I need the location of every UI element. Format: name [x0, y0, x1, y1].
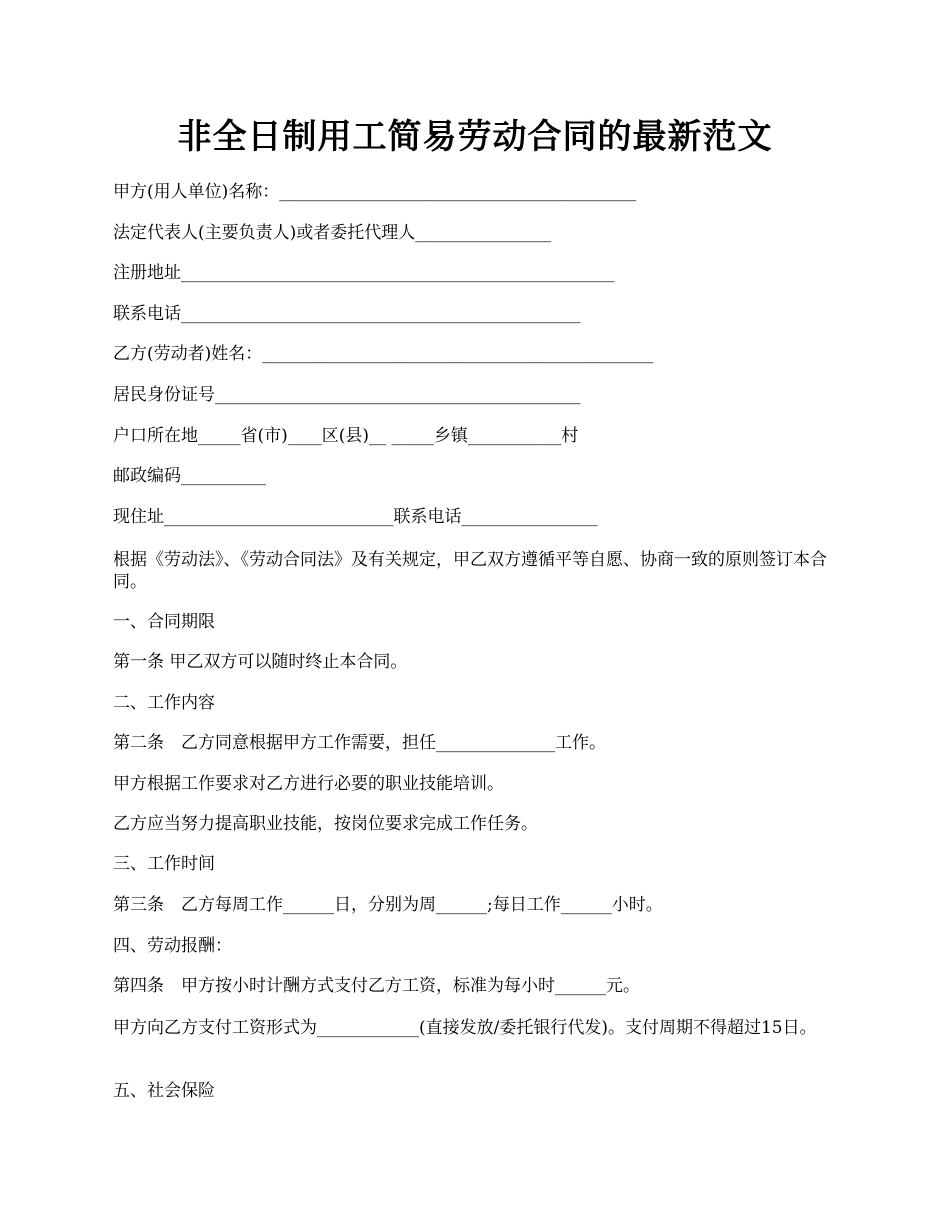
- wage-payment-paragraph: 甲方向乙方支付工资形式为____________(直接发放/委托银行代发)。支付周期不得超过15日。: [113, 1018, 817, 1038]
- article-2-paragraph: 第二条 乙方同意根据甲方工作需要，担任______________工作。: [113, 733, 606, 753]
- section-1-heading: 一、合同期限: [113, 612, 215, 632]
- party-b-name-line: 乙方(劳动者)姓名：______________________________________________: [113, 344, 654, 364]
- document-title: 非全日制用工简易劳动合同的最新范文: [177, 117, 773, 157]
- current-address-line: 现住址___________________________联系电话________________: [113, 507, 598, 527]
- preamble-paragraph: 根据《劳动法》、《劳动合同法》及有关规定，甲乙双方遵循平等自愿、协商一致的原则签订本合同。: [113, 550, 827, 592]
- article-3-paragraph: 第三条 乙方每周工作______日，分别为周______;每日工作______小时。: [113, 895, 663, 915]
- id-number-line: 居民身份证号___________________________________________: [113, 385, 581, 405]
- party-a-phone-line: 联系电话_______________________________________________: [113, 304, 581, 324]
- section-4-heading: 四、劳动报酬：: [113, 936, 232, 956]
- party-a-name-line: 甲方(用人单位)名称：__________________________________________: [113, 182, 637, 202]
- article-4-paragraph: 第四条 甲方按小时计酬方式支付乙方工资，标准为每小时______元。: [113, 976, 640, 996]
- section-3-heading: 三、工作时间: [113, 854, 215, 874]
- household-registration-line: 户口所在地_____省(市)____区(县)__ _____乡镇___________村: [113, 426, 579, 446]
- skills-paragraph: 乙方应当努力提高职业技能，按岗位要求完成工作任务。: [113, 814, 538, 834]
- section-2-heading: 二、工作内容: [113, 693, 215, 713]
- postal-code-line: 邮政编码__________: [113, 466, 266, 486]
- registered-address-line: 注册地址___________________________________________________: [113, 263, 615, 283]
- section-5-heading: 五、社会保险: [113, 1081, 215, 1101]
- article-1-paragraph: 第一条 甲乙双方可以随时终止本合同。: [113, 652, 408, 672]
- legal-representative-line: 法定代表人(主要负责人)或者委托代理人________________: [113, 223, 552, 243]
- training-paragraph: 甲方根据工作要求对乙方进行必要的职业技能培训。: [113, 774, 504, 794]
